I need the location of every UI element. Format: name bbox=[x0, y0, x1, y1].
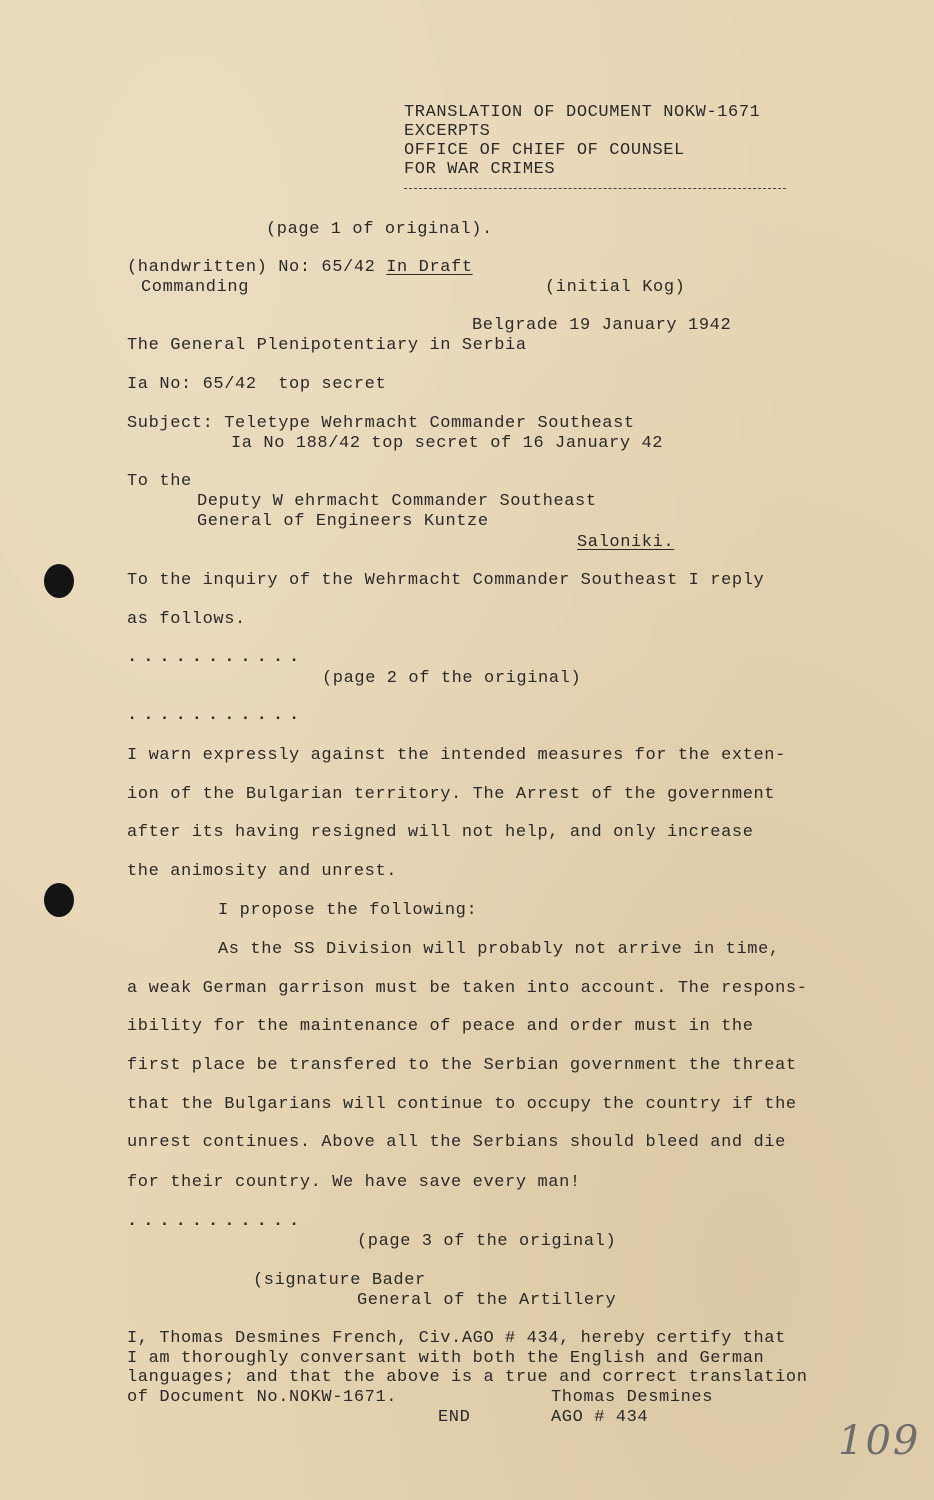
handwritten-prefix: (handwritten) No: 65/42 bbox=[127, 258, 387, 277]
punch-hole-bottom bbox=[44, 883, 74, 917]
para4-line-1: As the SS Division will probably not arrive in time, bbox=[218, 940, 780, 959]
header-divider bbox=[404, 188, 786, 189]
certification-line-3: languages; and that the above is a true and correct translation bbox=[127, 1368, 808, 1387]
para2-line-4: the animosity and unrest. bbox=[127, 862, 398, 881]
para4-line-4: first place be transfered to the Serbian government the threat bbox=[127, 1056, 797, 1075]
para3: I propose the following: bbox=[218, 901, 478, 920]
page3-marker: (page 3 of the original) bbox=[357, 1232, 617, 1251]
commanding: Commanding bbox=[141, 278, 250, 297]
para2-line-2: ion of the Bulgarian territory. The Arrest of the government bbox=[127, 785, 776, 804]
subject-line-1: Subject: Teletype Wehrmacht Commander Southeast bbox=[127, 414, 635, 433]
para2-line-3: after its having resigned will not help, and only increase bbox=[127, 823, 754, 842]
para2-line-1: I warn expressly against the intended measures for the exten- bbox=[127, 746, 786, 765]
certification-line-2: I am thoroughly conversant with both the English and German bbox=[127, 1349, 765, 1368]
certification-line-1: I, Thomas Desmines French, Civ.AGO # 434, hereby certify that bbox=[127, 1329, 786, 1348]
para4-line-7: for their country. We have save every man! bbox=[127, 1173, 581, 1192]
header-excerpts: EXCERPTS bbox=[404, 122, 491, 141]
ellipsis-2: ........... bbox=[127, 706, 306, 725]
addressee-line-1: Deputy W ehrmacht Commander Southeast bbox=[197, 492, 597, 511]
in-draft: In Draft bbox=[386, 258, 473, 277]
signature-line-2: General of the Artillery bbox=[357, 1291, 617, 1310]
punch-hole-top bbox=[44, 564, 74, 598]
para4-line-6: unrest continues. Above all the Serbians should bleed and die bbox=[127, 1133, 786, 1152]
ellipsis-3: ........... bbox=[127, 1212, 306, 1231]
page2-marker: (page 2 of the original) bbox=[322, 669, 582, 688]
addressee-line-2: General of Engineers Kuntze bbox=[197, 512, 489, 531]
end-marker: END bbox=[438, 1408, 471, 1427]
place-date: Belgrade 19 January 1942 bbox=[472, 316, 732, 335]
ia-number: Ia No: 65/42 top secret bbox=[127, 375, 387, 394]
ago-number: AGO # 434 bbox=[551, 1408, 649, 1427]
para1-line-1: To the inquiry of the Wehrmacht Commander Southeast I reply bbox=[127, 571, 765, 590]
certification-line-4: of Document No.NOKW-1671. bbox=[127, 1388, 398, 1407]
signature-line-1: (signature Bader bbox=[253, 1271, 426, 1290]
sender: The General Plenipotentiary in Serbia bbox=[127, 336, 527, 355]
header-war-crimes: FOR WAR CRIMES bbox=[404, 160, 556, 179]
para4-line-5: that the Bulgarians will continue to occupy the country if the bbox=[127, 1095, 797, 1114]
page1-marker: (page 1 of original). bbox=[266, 220, 493, 239]
translator-name: Thomas Desmines bbox=[551, 1388, 714, 1407]
handwritten-page-number: 109 bbox=[838, 1418, 921, 1464]
handwritten-no bbox=[127, 258, 473, 278]
para1-line-2: as follows. bbox=[127, 610, 246, 629]
initial: (initial Kog) bbox=[545, 278, 686, 297]
header-title: TRANSLATION OF DOCUMENT NOKW-1671 bbox=[404, 103, 761, 122]
saloniki: Saloniki. bbox=[577, 533, 675, 552]
para4-line-3: ibility for the maintenance of peace and order must in the bbox=[127, 1017, 754, 1036]
header-office: OFFICE OF CHIEF OF COUNSEL bbox=[404, 141, 685, 160]
subject-line-2: Ia No 188/42 top secret of 16 January 42 bbox=[231, 434, 664, 453]
para4-line-2: a weak German garrison must be taken into account. The respons- bbox=[127, 979, 808, 998]
to-the: To the bbox=[127, 472, 192, 491]
ellipsis-1: ........... bbox=[127, 648, 306, 667]
